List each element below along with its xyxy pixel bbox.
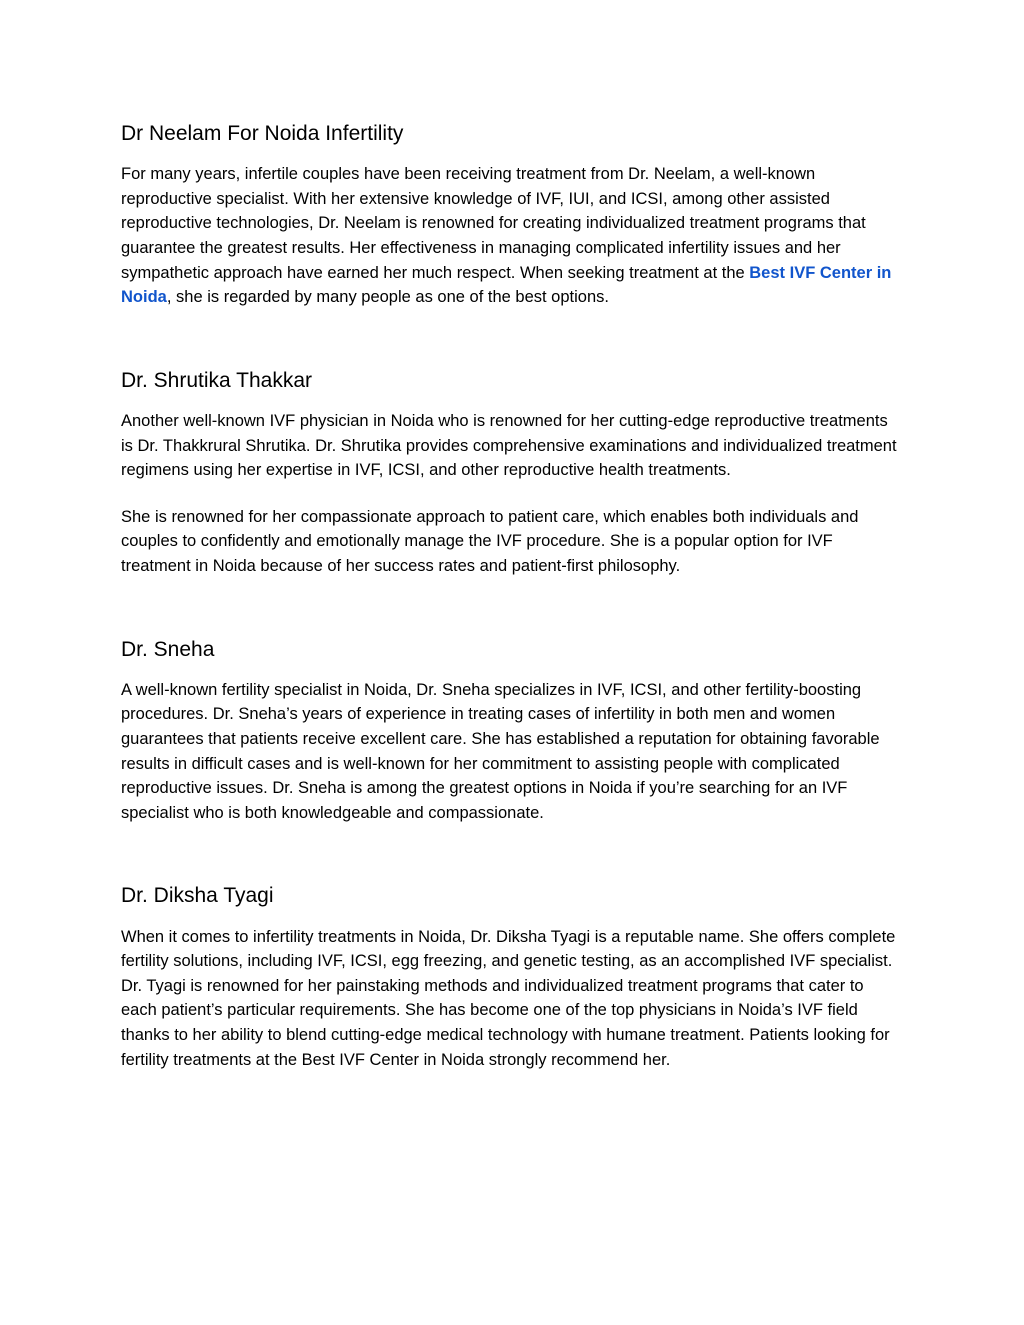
doc-section xyxy=(121,368,902,579)
section-heading: Dr. Shrutika Thakkar xyxy=(121,368,313,392)
text-run: A well-known fertility specialist in Noida, Dr. Sneha specializes in IVF, ICSI, and other fertility-boosting procedures. Dr. Sneha’s years of experience in treating cases of infertility in both men and women guarantees that patients receive excellent care. She has established a reputation for obtaining favorable results in difficult cases and is well-known for her commitment to assisting people with complicated reproductive issues. Dr. Sneha is among the greatest options in Noida if you’re searching for an IVF specialist who is both knowledgeable and compassionate. xyxy=(121,680,880,822)
doc-section xyxy=(121,637,902,826)
text-run: , she is regarded by many people as one of the best options. xyxy=(166,288,609,307)
paragraph xyxy=(121,925,902,1073)
section-heading: Dr Neelam For Noida Infertility xyxy=(121,122,404,145)
doc-section xyxy=(121,883,902,1072)
text-run: For many years, infertile couples have been receiving treatment from Dr. Neelam, a well-known reproductive specialist. With her extensive knowledge of IVF, IUI, and ICSI, among other assisted reproductive technologies, Dr. Neelam is renowned for creating individualized treatment programs that guarantee the greatest results. Her effectiveness in managing complicated infertility issues and her sympathetic approach have earned her much respect. When seeking treatment at the xyxy=(121,165,866,282)
text-run: She is renowned for her compassionate approach to patient care, which enables both individuals and couples to confidently and emotionally manage the IVF procedure. She is a popular option for IVF treatment in Noida because of her success rates and patient-first philosophy. xyxy=(121,507,859,576)
document-sections xyxy=(121,121,902,1072)
best-ivf-center-link[interactable]: Best IVF Center in Noida xyxy=(121,263,892,307)
section-heading: Dr. Diksha Tyagi xyxy=(121,884,274,908)
text-run: Another well-known IVF physician in Noida who is renowned for her cutting-edge reproductive treatments is Dr. Thakkrural Shrutika. Dr. Shrutika provides comprehensive examinations and individualized treatment regimens using her expertise in IVF, ICSI, and other reproductive health treatments. xyxy=(121,412,897,480)
section-heading: Dr. Sneha xyxy=(121,637,215,661)
paragraph xyxy=(121,678,902,826)
paragraph xyxy=(121,409,902,483)
doc-section xyxy=(121,121,902,310)
paragraph xyxy=(121,505,902,579)
text-run: When it comes to infertility treatments in Noida, Dr. Diksha Tyagi is a reputable name. She offers complete fertility solutions, including IVF, ICSI, egg freezing, and genetic testing, as an accomplished IVF specialist. Dr. Tyagi is renowned for her painstaking methods and individualized treatment programs that cater to each patient’s particular requirements. She has become one of the top physicians in Noida’s IVF field thanks to her ability to blend cutting-edge medical technology with humane treatment. Patients looking for fertility treatments at the Best IVF Center in Noida strongly recommend her. xyxy=(121,927,896,1069)
paragraph xyxy=(121,162,902,310)
